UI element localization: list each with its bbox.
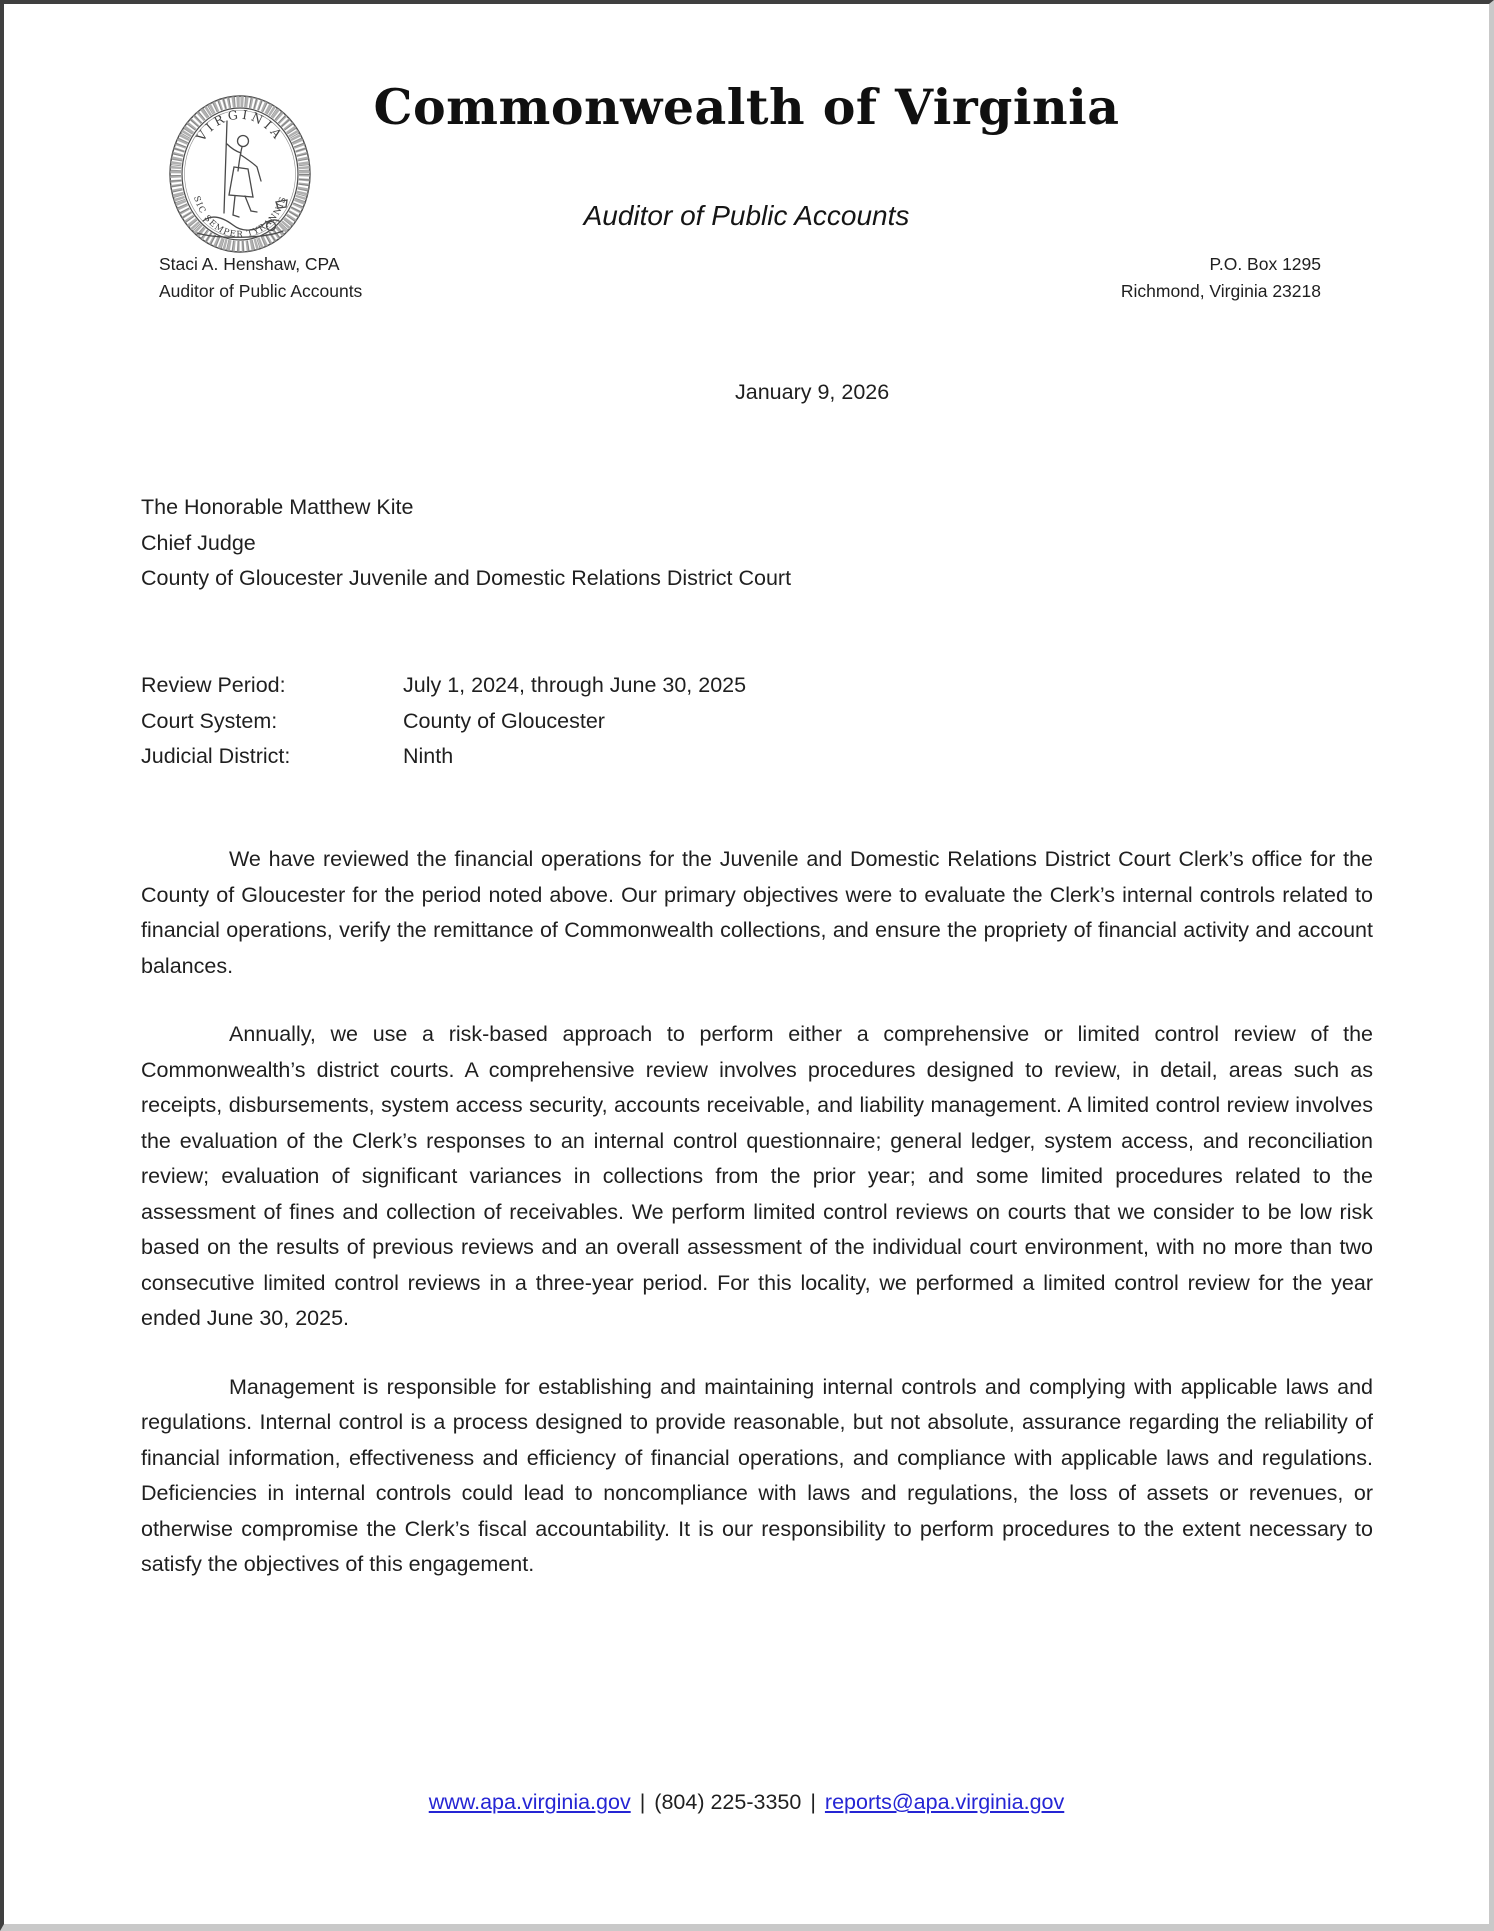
paragraph: Management is responsible for establishing and maintaining internal controls and complying with applicable laws and regulations. Internal control is a process designed to provide reasonable, but not absolute, assurance regarding the reliability of financial information, effectiveness and efficiency of financial operations, and compliance with applicable laws and regulations. Deficiencies in internal controls could lead to noncompliance with laws and regulations, the loss of assets or revenues, or otherwise compromise the Clerk’s fiscal accountability. It is our responsibility to perform procedures to the extent necessary to satisfy the objectives of this engagement. — [141, 1374, 1373, 1576]
review-value: Ninth — [403, 744, 454, 768]
seal-bottom-text: SIC SEMPER TYRANNIS — [191, 194, 289, 241]
recipient-block — [141, 490, 1373, 597]
footer-separator: | — [639, 1790, 646, 1814]
letter-date: January 9, 2026 — [735, 380, 890, 404]
paragraph: We have reviewed the financial operations for the Juvenile and Domestic Relations District Court Clerk’s office for the County of Gloucester for the period noted above. Our primary objectives were to evaluate the Clerk’s internal controls related to financial operations, verify the remittance of Commonwealth collections, and ensure the propriety of financial activity and account balances. — [141, 847, 1373, 978]
review-label: Judicial District: — [141, 744, 291, 768]
review-label: Court System: — [141, 708, 278, 733]
website-link[interactable]: www.apa.virginia.gov — [428, 1790, 631, 1814]
email-link[interactable]: reports@apa.virginia.gov — [824, 1790, 1065, 1814]
footer-separator: | — [810, 1790, 816, 1814]
official-name: Staci A. Henshaw, CPA — [159, 254, 340, 274]
review-row — [141, 668, 746, 704]
official-block — [159, 251, 362, 305]
address-line: P.O. Box 1295 — [1209, 254, 1321, 274]
footer — [4, 1790, 1489, 1815]
official-title: Auditor of Public Accounts — [159, 281, 363, 301]
review-row — [141, 704, 746, 740]
address-line: Richmond, Virginia 23218 — [1120, 281, 1321, 301]
page-title: Commonwealth of Virginia — [373, 78, 1120, 136]
review-row — [141, 739, 746, 775]
page-subtitle: Auditor of Public Accounts — [583, 200, 910, 231]
phone-number: (804) 225-3350 — [654, 1790, 802, 1814]
review-label: Review Period: — [141, 673, 286, 697]
letter-body — [141, 842, 1373, 1616]
recipient-line: The Honorable Matthew Kite — [141, 495, 414, 519]
review-value: County of Gloucester — [403, 708, 605, 733]
seal-top-text: VIRGINIA — [193, 106, 287, 144]
paragraph: Annually, we use a risk-based approach to perform either a comprehensive or limited control review of the Commonwealth’s district courts. A comprehensive review involves procedures designed to review, in detail, areas such as receipts, disbursements, system access security, accounts receivable, and liability management. A limited control review involves the evaluation of the Clerk’s responses to an internal control questionnaire; general ledger, system access, and reconciliation review; evaluation of significant variances in collections from the prior year; and some limited procedures related to the assessment of fines and collection of receivables. We perform limited control reviews on courts that we consider to be low risk based on the results of previous reviews and an overall assessment of the individual court environment, with no more than two consecutive limited control reviews in a three-year period. For this locality, we performed a limited control review for the year ended June 30, 2025. — [141, 1022, 1373, 1330]
recipient-line: Chief Judge — [141, 530, 256, 555]
review-info-block — [141, 668, 746, 775]
review-value: July 1, 2024, through June 30, 2025 — [403, 673, 747, 697]
recipient-line: County of Gloucester Juvenile and Domestic Relations District Court — [141, 566, 792, 590]
address-block — [1121, 251, 1321, 305]
